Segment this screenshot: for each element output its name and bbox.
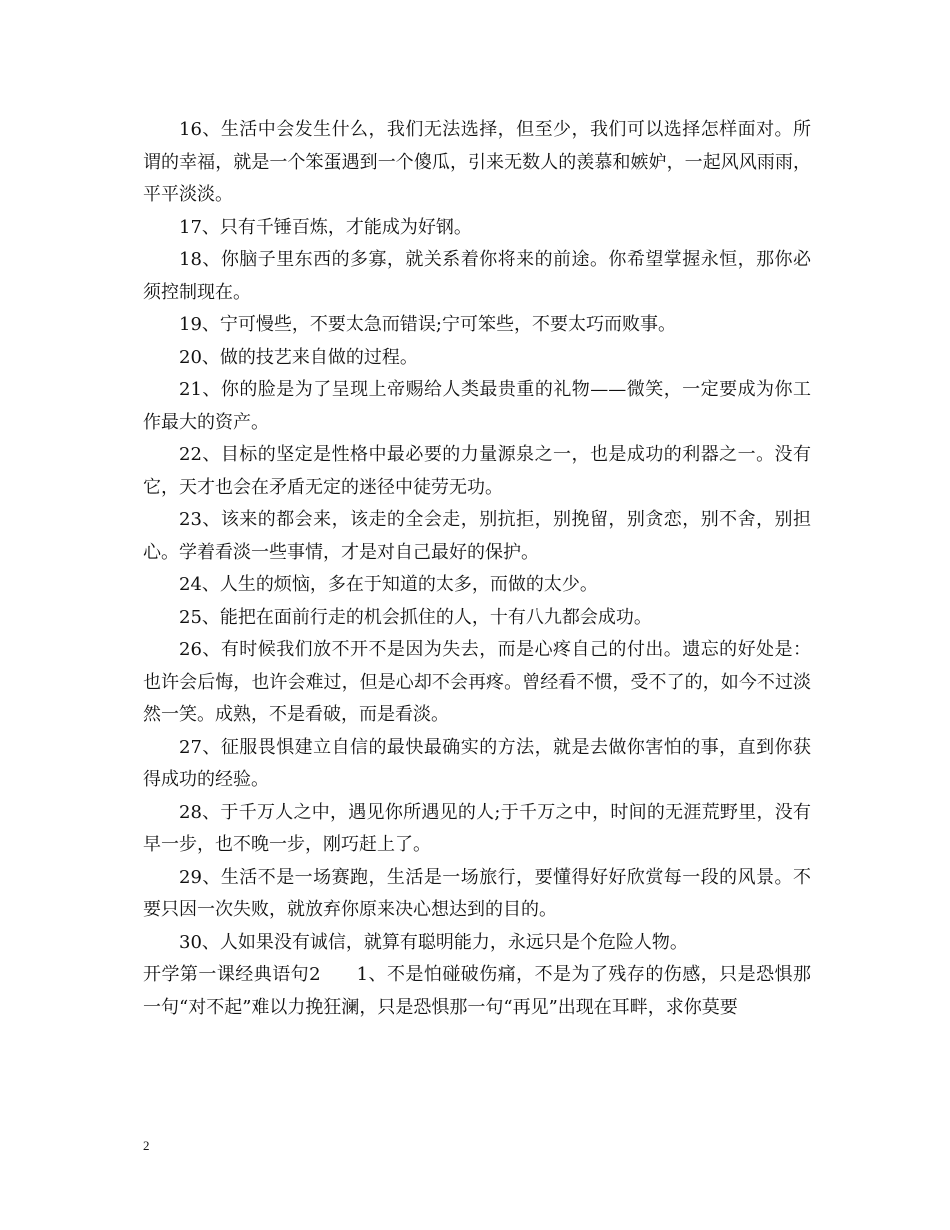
- section-heading: 开学第一课经典语句2: [143, 964, 321, 985]
- quote-paragraph: 16、生活中会发生什么，我们无法选择，但至少，我们可以选择怎样面对。所谓的幸福，就是一个笨蛋遇到一个傻瓜，引来无数人的羡慕和嫉妒，一起风风雨雨，平平淡淡。: [143, 119, 811, 205]
- quote-paragraph: 28、于千万人之中，遇见你所遇见的人;于千万之中，时间的无涯荒野里，没有早一步，也不晚一步，刚巧赶上了。: [143, 801, 811, 855]
- quote-paragraph: 18、你脑子里东西的多寡，就关系着你将来的前途。你希望掌握永恒，那你必须控制现在。: [143, 249, 811, 303]
- quote-paragraph: 30、人如果没有诚信，就算有聪明能力，永远只是个危险人物。: [179, 931, 688, 953]
- quote-paragraph: 20、做的技艺来自做的过程。: [179, 346, 418, 368]
- quote-paragraph: 19、宁可慢些，不要太急而错误;宁可笨些，不要太巧而败事。: [179, 314, 676, 335]
- quote-paragraph: 22、目标的坚定是性格中最必要的力量源泉之一，也是成功的利器之一。没有它，天才也会在矛盾无定的迷径中徒劳无功。: [143, 444, 811, 498]
- section-start: [143, 959, 811, 1024]
- quote-paragraph: 23、该来的都会来，该走的全会走，别抗拒，别挽留，别贪恋，别不舍，别担心。学着看淡一些事情，才是对自己最好的保护。: [143, 509, 811, 563]
- quote-paragraph: 26、有时候我们放不开不是因为失去，而是心疼自己的付出。遗忘的好处是：也许会后悔，也许会难过，但是心却不会再疼。曾经看不惯，受不了的，如今不过淡然一笑。成熟，不是看破，而是看淡。: [143, 639, 811, 725]
- document-body: [143, 114, 811, 1024]
- quote-paragraph: 29、生活不是一场赛跑，生活是一场旅行，要懂得好好欣赏每一段的风景。不要只因一次失败，就放弃你原来决心想达到的目的。: [143, 866, 811, 920]
- section-first-quote: 1、不是怕碰破伤痛，不是为了残存的伤感，只是恐惧那一句“对不起”难以力挽狂澜，只是恐惧那一句“再见”出现在耳畔，求你莫要: [143, 964, 812, 1018]
- quote-paragraph: 24、人生的烦恼，多在于知道的太多，而做的太少。: [179, 574, 598, 595]
- quote-paragraph: 21、你的脸是为了呈现上帝赐给人类最贵重的礼物——微笑，一定要成为你工作最大的资产。: [143, 379, 811, 433]
- quote-paragraph: 27、征服畏惧建立自信的最快最确实的方法，就是去做你害怕的事，直到你获得成功的经验。: [143, 736, 811, 790]
- quote-paragraph: 17、只有千锤百炼，才能成为好钢。: [179, 216, 472, 238]
- page-number: 2: [143, 1138, 150, 1153]
- quote-paragraph: 25、能把在面前行走的机会抓住的人，十有八九都会成功。: [179, 606, 652, 628]
